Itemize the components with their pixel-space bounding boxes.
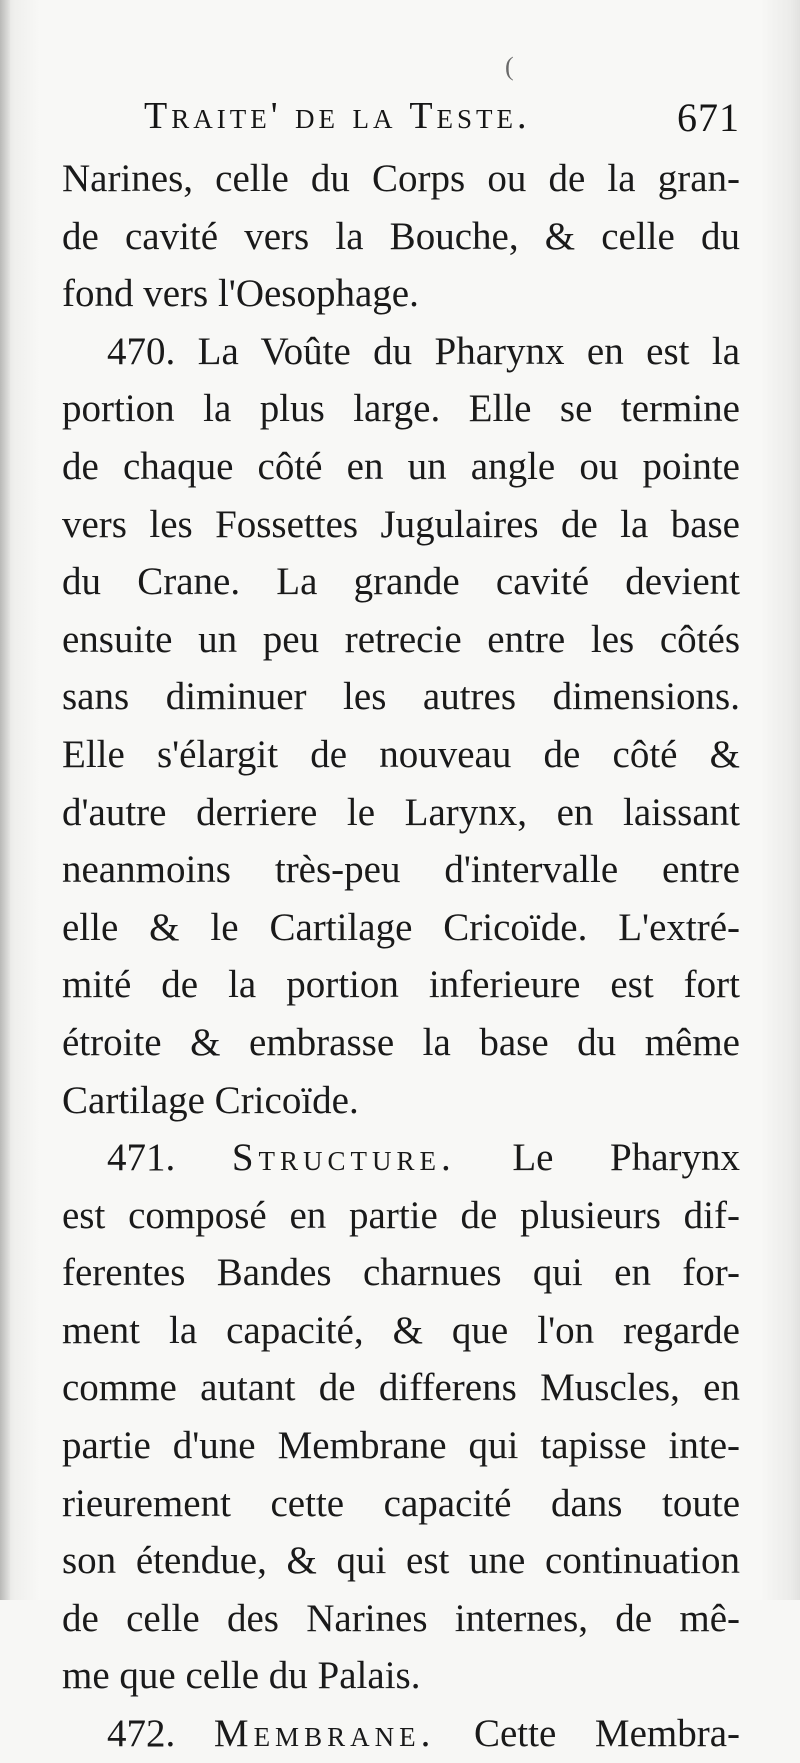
section-heading: Membrane. bbox=[213, 1712, 436, 1756]
text-line bbox=[62, 1072, 740, 1130]
margin-mark: ( bbox=[505, 52, 514, 81]
line-text: ferentes Bandes charnues qui en for- bbox=[62, 1251, 740, 1295]
text-line bbox=[62, 1417, 740, 1475]
page-header bbox=[68, 90, 740, 150]
text-line bbox=[62, 726, 740, 784]
text-line bbox=[62, 1244, 740, 1302]
line-text: me que celle du Palais. bbox=[62, 1654, 421, 1698]
text-line bbox=[62, 380, 740, 438]
line-text: ment la capacité, & que l'on regarde bbox=[62, 1308, 740, 1352]
page-number: 671 bbox=[677, 95, 740, 140]
text-line bbox=[62, 1590, 740, 1648]
text-line bbox=[62, 553, 740, 611]
text-line bbox=[62, 611, 740, 669]
line-text: est composé en partie de plusieurs dif- bbox=[62, 1193, 740, 1237]
line-text: elle & le Cartilage Cricoïde. L'extré- bbox=[62, 905, 740, 949]
paragraph-number: 472. bbox=[107, 1712, 176, 1756]
line-text: Le Pharynx bbox=[512, 1136, 741, 1180]
text-line bbox=[62, 899, 740, 957]
section-heading: Structure. bbox=[231, 1136, 456, 1180]
line-text: de cavité vers la Bouche, & celle du bbox=[62, 214, 740, 258]
text-line bbox=[62, 668, 740, 726]
line-text: fond vers l'Oesophage. bbox=[62, 272, 419, 316]
page-gutter-shadow bbox=[0, 0, 10, 1600]
line-text: comme autant de differens Muscles, en bbox=[62, 1366, 740, 1410]
text-line bbox=[62, 784, 740, 842]
text-line bbox=[62, 1302, 740, 1360]
text-line bbox=[62, 1359, 740, 1417]
line-text: rieurement cette capacité dans toute bbox=[62, 1481, 740, 1525]
line-text: vers les Fossettes Jugulaires de la base bbox=[62, 502, 740, 546]
line-text: Cartilage Cricoïde. bbox=[62, 1078, 359, 1122]
text-line bbox=[62, 438, 740, 496]
line-text: son étendue, & qui est une continuation bbox=[62, 1539, 740, 1583]
line-text: du Crane. La grande cavité devient bbox=[62, 560, 740, 604]
text-line bbox=[62, 1532, 740, 1590]
line-text: neanmoins très-peu d'intervalle entre bbox=[62, 848, 740, 892]
paragraph-number: 471. bbox=[107, 1136, 176, 1180]
paragraph-start-line bbox=[62, 323, 740, 381]
line-text: portion la plus large. Elle se termine bbox=[62, 387, 740, 431]
text-line bbox=[62, 1014, 740, 1072]
line-text: Narines, celle du Corps ou de la gran- bbox=[62, 157, 740, 200]
line-text: sans diminuer les autres dimensions. bbox=[62, 675, 740, 719]
text-line bbox=[62, 1187, 740, 1245]
text-line bbox=[62, 496, 740, 554]
line-text: La Voûte du Pharynx en est la bbox=[197, 329, 741, 373]
line-text: Elle s'élargit de nouveau de côté & bbox=[62, 732, 740, 776]
line-text: mité de la portion inferieure est fort bbox=[62, 963, 740, 1007]
line-text: partie d'une Membrane qui tapisse inte- bbox=[62, 1424, 740, 1468]
text-line bbox=[62, 1475, 740, 1533]
paragraph-start-line bbox=[62, 1705, 740, 1763]
body-text bbox=[62, 150, 740, 1763]
paragraph-start-line bbox=[62, 1129, 740, 1187]
line-text: d'autre derriere le Larynx, en laissant bbox=[62, 790, 740, 834]
paragraph-number: 470. bbox=[107, 329, 176, 373]
line-text: étroite & embrasse la base du même bbox=[62, 1020, 740, 1064]
line-text: de chaque côté en un angle ou pointe bbox=[62, 444, 740, 488]
running-title: Traite' de la Teste. bbox=[144, 95, 531, 137]
text-line bbox=[62, 208, 740, 266]
text-line bbox=[62, 956, 740, 1014]
text-line bbox=[62, 841, 740, 899]
text-line bbox=[62, 265, 740, 323]
line-text: de celle des Narines internes, de mê- bbox=[62, 1596, 740, 1640]
line-text: Cette Membra- bbox=[473, 1712, 741, 1756]
text-line bbox=[62, 150, 740, 208]
line-text: ensuite un peu retrecie entre les côtés bbox=[62, 617, 740, 661]
text-line bbox=[62, 1647, 740, 1705]
